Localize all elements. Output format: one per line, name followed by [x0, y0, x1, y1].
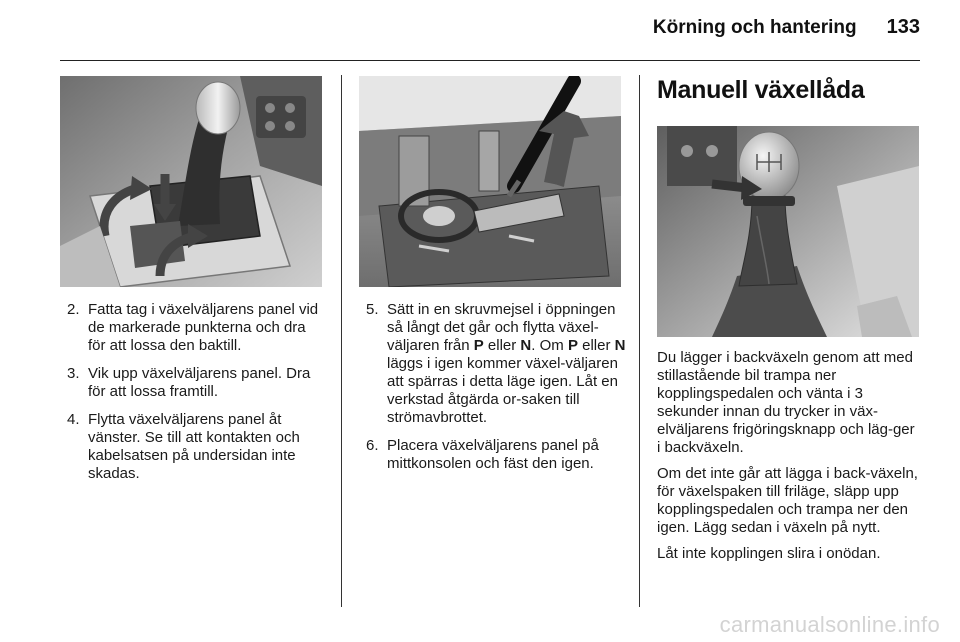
- step-text-part: eller: [577, 337, 615, 354]
- step-item: [64, 411, 326, 483]
- header-rule: [60, 60, 920, 61]
- step-text: Vik upp växelväljarens panel. Dra för att lossa framtill.: [88, 365, 311, 400]
- step-number: 5.: [366, 301, 379, 318]
- section-heading: Körning och hantering: [652, 17, 857, 38]
- step-item: [363, 301, 627, 427]
- step-text-part: eller: [483, 337, 521, 354]
- column-divider-left: [341, 75, 342, 607]
- step-text-part: . Om: [531, 337, 568, 354]
- gear-selector-panel-photo: [60, 76, 322, 287]
- step-text: Flytta växelväljarens panel åt vänster. Se till att kontakten och kabelsatsen på undersidan inte skadas.: [88, 411, 300, 482]
- running-head: [560, 16, 920, 46]
- paragraph: Om det inte går att lägga i back-växeln, för växelspaken till friläge, släpp upp kopplingspedalen och trampa ner den igen. Lägg sedan i växeln på nytt.: [657, 465, 918, 536]
- steps-left-column: [64, 301, 326, 493]
- step-text: [387, 301, 627, 427]
- column-divider-right: [639, 75, 640, 607]
- step-item: [64, 365, 326, 401]
- step-text: Placera växelväljarens panel på mittkonsolen och fäst den igen.: [387, 437, 599, 472]
- paragraph: Låt inte kopplingen slira i onödan.: [657, 545, 881, 562]
- gear-position-p: P: [567, 337, 578, 354]
- step-text: Fatta tag i växelväljarens panel vid de markerade punkterna och dra för att lossa den baktill.: [88, 301, 319, 354]
- step-number: 4.: [67, 411, 80, 428]
- step-item: [64, 301, 326, 355]
- manual-gear-lever-photo: [657, 126, 919, 337]
- gear-position-n: N: [614, 337, 626, 354]
- paragraph: Du lägger i backväxeln genom att med stillastående bil trampa ner kopplingspedalen och vänta i 3 sekunder innan du trycker in väx-elväljarens frigöringsknapp och läg-ger i backväxeln.: [657, 349, 915, 456]
- step-item: [363, 437, 627, 473]
- screwdriver-release-photo: [359, 76, 621, 287]
- section-title: Manuell växellåda: [657, 76, 865, 104]
- gear-position-p: P: [473, 337, 484, 354]
- step-number: 6.: [366, 437, 379, 454]
- step-number: 2.: [67, 301, 80, 318]
- steps-middle-column: [363, 301, 627, 483]
- page-number: 133: [886, 16, 920, 38]
- step-text-part: läggs i igen kommer växel-väljaren att spärras i detta läge igen. Låt en verkstad åtgärda or-saken till strömavbrottet.: [387, 355, 618, 426]
- manual-gearbox-text: [657, 349, 922, 571]
- gear-position-n: N: [520, 337, 532, 354]
- watermark: carmanualsonline.info: [719, 612, 940, 637]
- step-text-part: Sätt in en skruvmejsel i öppningen så långt det går och flytta växel-väljaren från: [387, 301, 616, 354]
- step-number: 3.: [67, 365, 80, 382]
